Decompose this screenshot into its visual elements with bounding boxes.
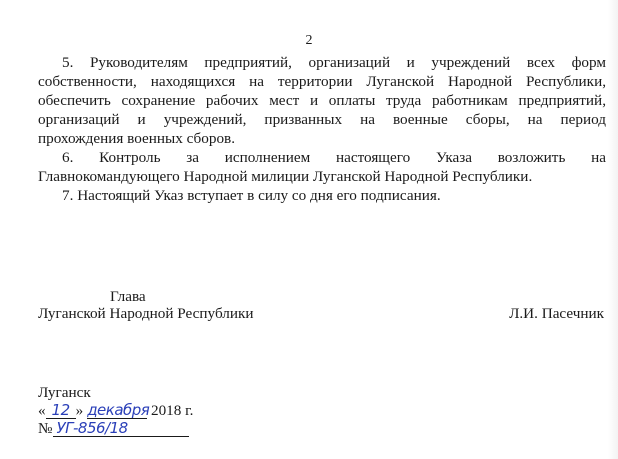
paragraph-6-line-2: Главнокомандующего Народной милиции Луганской Народной Республики.	[38, 168, 533, 185]
date-line	[38, 402, 193, 420]
handwritten-month: декабря	[87, 401, 150, 419]
signatory-organization: Луганской Народной Республики	[38, 305, 254, 322]
quote-open: «	[38, 402, 46, 419]
handwritten-day: 12	[46, 403, 76, 419]
number-sign: №	[38, 420, 53, 437]
paragraph-5-line-5: прохождения военных сборов.	[38, 130, 236, 147]
place-of-signing: Луганск	[38, 384, 91, 401]
paragraph-5-line-3: обеспечить сохранение рабочих мест и оплаты труда работникам предприятий,	[38, 92, 606, 109]
paragraph-5-line-4: организаций и учреждений, призванных на военные сборы, на период	[38, 111, 606, 128]
handwritten-document-number: УГ-856/18	[53, 421, 189, 437]
signatory-title: Глава	[110, 288, 146, 305]
quote-close: »	[75, 402, 84, 419]
paragraph-7-line-1: 7. Настоящий Указ вступает в силу со дня его подписания.	[62, 187, 441, 204]
number-line	[38, 420, 189, 438]
page-number: 2	[305, 33, 313, 48]
year: 2018 г.	[150, 402, 194, 419]
scan-edge-shadow	[608, 0, 618, 459]
paragraph-6-line-1: 6. Контроль за исполнением настоящего Указа возложить на	[62, 149, 606, 166]
paragraph-5-line-1: 5. Руководителям предприятий, организаций и учреждений всех форм	[62, 54, 606, 71]
paragraph-5-line-2: собственности, находящихся на территории Луганской Народной Республики,	[38, 73, 606, 90]
signatory-name: Л.И. Пасечник	[509, 305, 604, 322]
